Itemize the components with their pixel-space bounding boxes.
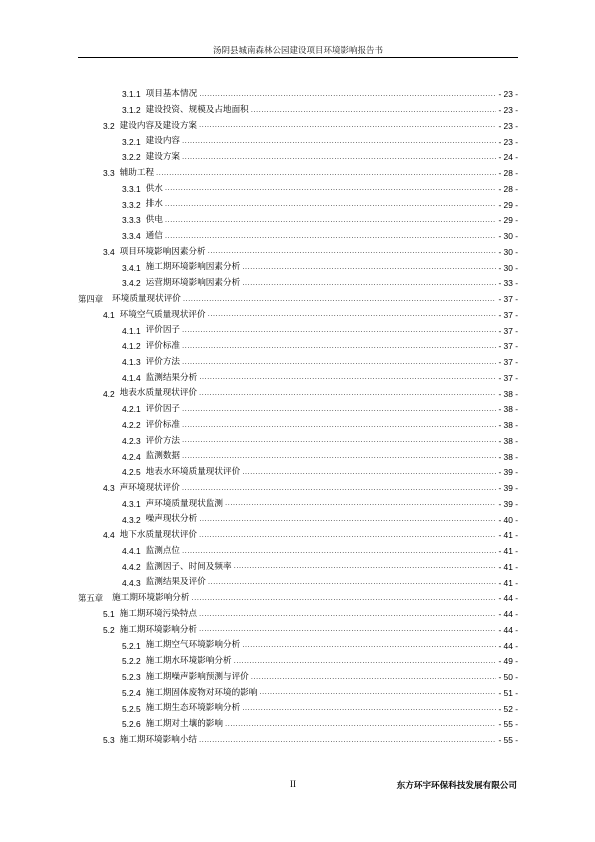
toc-entry-page: - 39 -: [498, 498, 518, 509]
toc-entry[interactable]: [78, 571, 518, 587]
toc-leader-dots: [199, 390, 496, 397]
toc-entry-title: 运营期环境影响因素分析: [145, 278, 241, 289]
header-rule: [78, 57, 518, 58]
toc-leader-dots: [199, 532, 496, 539]
toc-entry-number: 4.1.3: [122, 357, 141, 368]
toc-entry[interactable]: [78, 209, 518, 225]
toc-entry-page: - 39 -: [498, 483, 518, 494]
toc-entry-page: - 38 -: [498, 451, 518, 462]
toc-entry[interactable]: [78, 241, 518, 257]
toc-entry[interactable]: [78, 634, 518, 650]
toc-leader-dots: [199, 626, 496, 633]
toc-entry-number: 3.4: [103, 246, 115, 257]
toc-entry-page: - 23 -: [498, 120, 518, 131]
toc-entry-page: - 37 -: [498, 341, 518, 352]
toc-entry-number: 3.3.2: [122, 199, 141, 210]
toc-entry-number: 4.4.1: [122, 546, 141, 557]
toc-entry-title: 监测结果分析: [145, 372, 198, 383]
toc-entry-title: 地表水环境质量现状评价: [145, 467, 241, 478]
toc-entry-title: 施工期生态环境影响分析: [145, 703, 241, 714]
toc-entry-number: 4.2.5: [122, 467, 141, 478]
toc-entry-page: - 38 -: [498, 435, 518, 446]
toc-leader-dots: [208, 311, 497, 318]
toc-entry[interactable]: [78, 729, 518, 745]
toc-entry-number: 3.2.1: [122, 136, 141, 147]
toc-entry-title: 施工期环境污染特点: [119, 608, 198, 619]
toc-entry-page: - 37 -: [498, 294, 518, 305]
toc-entry-title: 供电: [145, 215, 163, 226]
toc-entry-title: 地下水质量现状评价: [119, 530, 198, 541]
footer-company: 东方环宇环保科技发展有限公司: [396, 781, 517, 791]
toc-entry-title: 施工期环境影响因素分析: [145, 262, 241, 273]
toc-entry-page: - 37 -: [498, 325, 518, 336]
toc-entry[interactable]: [78, 288, 518, 304]
toc-entry-number: 4.3.1: [122, 498, 141, 509]
toc-leader-dots: [234, 658, 497, 665]
toc-entry-title: 评价因子: [145, 404, 181, 415]
toc-entry-title: 评价方法: [145, 356, 181, 367]
toc-entry[interactable]: [78, 414, 518, 430]
toc-leader-dots: [182, 453, 496, 460]
toc-entry[interactable]: [78, 493, 518, 509]
toc-entry-number: 5.2.5: [122, 703, 141, 714]
toc-leader-dots: [182, 548, 496, 555]
toc-entry-number: 4.4.3: [122, 577, 141, 588]
toc-entry[interactable]: [78, 619, 518, 635]
toc-entry-number: 3.4.1: [122, 262, 141, 273]
toc-entry-number: 4.3: [103, 483, 115, 494]
toc-leader-dots: [242, 469, 496, 476]
toc-entry[interactable]: [78, 697, 518, 713]
toc-entry[interactable]: [78, 666, 518, 682]
toc-entry-number: 5.2.1: [122, 640, 141, 651]
toc-entry-page: - 23 -: [498, 105, 518, 116]
toc-entry[interactable]: [78, 304, 518, 320]
toc-entry-title: 监测结果及评价: [145, 577, 206, 588]
toc-leader-dots: [182, 343, 496, 350]
toc-entry-page: - 44 -: [498, 640, 518, 651]
toc-entry-page: - 37 -: [498, 357, 518, 368]
toc-entry-number: 3.4.2: [122, 278, 141, 289]
toc-leader-dots: [182, 359, 496, 366]
toc-entry-number: 4.3.2: [122, 514, 141, 525]
toc-entry-number: 4.2.1: [122, 404, 141, 415]
toc-entry-number: 5.1: [103, 609, 115, 620]
toc-entry-page: - 23 -: [498, 89, 518, 100]
toc-entry-title: 评价标准: [145, 419, 181, 430]
toc-leader-dots: [259, 689, 496, 696]
toc-entry-title: 通信: [145, 230, 163, 241]
toc-entry[interactable]: [78, 398, 518, 414]
toc-entry-number: 3.1.1: [122, 89, 141, 100]
toc-entry[interactable]: [78, 351, 518, 367]
toc-entry-number: 4.1: [103, 309, 115, 320]
toc-entry-page: - 29 -: [498, 199, 518, 210]
toc-entry-number: 3.3.1: [122, 183, 141, 194]
toc-leader-dots: [199, 374, 496, 381]
toc-entry-number: 4.4.2: [122, 561, 141, 572]
toc-entry[interactable]: [78, 603, 518, 619]
toc-entry-page: - 24 -: [498, 152, 518, 163]
toc-entry-page: - 33 -: [498, 278, 518, 289]
toc-entry-number: 3.2.2: [122, 152, 141, 163]
toc-entry[interactable]: [78, 130, 518, 146]
toc-entry-title: 施工期噪声影响预测与评价: [145, 671, 249, 682]
toc-entry[interactable]: [78, 508, 518, 524]
toc-leader-dots: [199, 516, 496, 523]
toc-leader-dots: [225, 721, 496, 728]
toc-leader-dots: [242, 280, 496, 287]
toc-leader-dots: [225, 500, 496, 507]
toc-entry[interactable]: [78, 587, 518, 603]
toc-entry-number: 4.1.1: [122, 325, 141, 336]
toc-entry-title: 施工期水环境影响分析: [145, 656, 232, 667]
toc-entry[interactable]: [78, 99, 518, 115]
toc-leader-dots: [165, 233, 497, 240]
toc-leader-dots: [156, 170, 496, 177]
toc-entry[interactable]: [78, 540, 518, 556]
toc-entry-page: - 30 -: [498, 231, 518, 242]
toc-entry-page: - 37 -: [498, 372, 518, 383]
toc-entry[interactable]: [78, 477, 518, 493]
toc-entry-title: 施工期环境影响小结: [119, 734, 198, 745]
toc-entry-title: 环境空气质量现状评价: [119, 309, 206, 320]
toc-leader-dots: [251, 107, 497, 114]
toc-leader-dots: [242, 705, 496, 712]
toc-entry-page: - 49 -: [498, 656, 518, 667]
toc-entry-number: 5.2.6: [122, 719, 141, 730]
toc-leader-dots: [234, 563, 497, 570]
toc-leader-dots: [199, 611, 496, 618]
toc-leader-dots: [165, 201, 497, 208]
footer-page-number: II: [290, 779, 296, 789]
toc-entry-number: 3.3: [103, 168, 115, 179]
toc-entry-page: - 30 -: [498, 246, 518, 257]
toc-entry[interactable]: [78, 367, 518, 383]
toc-leader-dots: [183, 296, 497, 303]
toc-leader-dots: [191, 595, 496, 602]
toc-entry[interactable]: [78, 445, 518, 461]
toc-entry-number: 5.3: [103, 735, 115, 746]
toc-entry-number: 3.3.3: [122, 215, 141, 226]
toc-entry[interactable]: [78, 256, 518, 272]
toc-entry-number: 4.1.2: [122, 341, 141, 352]
toc-entry-page: - 38 -: [498, 388, 518, 399]
toc-leader-dots: [199, 737, 496, 744]
toc-entry-title: 建设内容及建设方案: [119, 120, 198, 131]
toc-leader-dots: [242, 264, 496, 271]
toc-leader-dots: [182, 327, 496, 334]
toc-entry-title: 监测点位: [145, 545, 181, 556]
toc-entry-page: - 44 -: [498, 609, 518, 620]
toc-entry-title: 建设内容: [145, 136, 181, 147]
toc-entry-number: 5.2.3: [122, 672, 141, 683]
toc-entry-number: 3.3.4: [122, 231, 141, 242]
toc-entry-title: 建设投资、规模及占地面积: [145, 104, 249, 115]
toc-entry-title: 施工期环境影响分析: [119, 624, 198, 635]
toc-entry-page: - 29 -: [498, 215, 518, 226]
toc-entry-title: 监测数据: [145, 451, 181, 462]
toc-entry[interactable]: [78, 225, 518, 241]
toc-entry-page: - 44 -: [498, 624, 518, 635]
toc-entry[interactable]: [78, 162, 518, 178]
toc-entry-page: - 28 -: [498, 183, 518, 194]
toc-entry-title: 评价标准: [145, 341, 181, 352]
toc-entry[interactable]: [78, 430, 518, 446]
toc-leader-dots: [182, 138, 496, 145]
toc-entry-title: 项目环境影响因素分析: [119, 246, 206, 257]
toc-entry-title: 建设方案: [145, 152, 181, 163]
toc-leader-dots: [199, 91, 496, 98]
toc-entry-page: - 30 -: [498, 262, 518, 273]
toc-entry-page: - 23 -: [498, 136, 518, 147]
toc-entry-page: - 39 -: [498, 467, 518, 478]
toc-leader-dots: [199, 122, 496, 129]
toc-entry-page: - 28 -: [498, 168, 518, 179]
toc-entry[interactable]: [78, 335, 518, 351]
toc-leader-dots: [182, 406, 496, 413]
toc-leader-dots: [165, 217, 497, 224]
toc-entry[interactable]: [78, 382, 518, 398]
toc-leader-dots: [251, 674, 497, 681]
toc-entry[interactable]: [78, 461, 518, 477]
toc-entry-title: 评价因子: [145, 325, 181, 336]
toc-leader-dots: [182, 154, 496, 161]
toc-entry[interactable]: [78, 178, 518, 194]
toc-leader-dots: [182, 422, 496, 429]
toc-entry-title: 环境质量现状评价: [112, 293, 181, 304]
toc-leader-dots: [182, 437, 496, 444]
toc-entry-page: - 37 -: [498, 309, 518, 320]
toc-entry-title: 声环境质量现状监测: [145, 498, 223, 509]
toc-entry-page: - 41 -: [498, 561, 518, 572]
table-of-contents: [78, 83, 518, 745]
running-header: 汤阴县城南森林公园建设项目环境影响报告书: [212, 46, 383, 56]
toc-entry-number: 第四章: [78, 294, 104, 305]
toc-entry-title: 声环境现状评价: [119, 482, 180, 493]
toc-entry-number: 3.1.2: [122, 105, 141, 116]
toc-entry[interactable]: [78, 193, 518, 209]
toc-entry-title: 噪声现状分析: [145, 514, 198, 525]
toc-entry[interactable]: [78, 524, 518, 540]
toc-entry[interactable]: [78, 556, 518, 572]
toc-leader-dots: [182, 485, 497, 492]
toc-entry-number: 5.2.2: [122, 656, 141, 667]
toc-entry-number: 4.4: [103, 530, 115, 541]
toc-entry-number: 第五章: [78, 593, 104, 604]
toc-entry-number: 4.2.2: [122, 420, 141, 431]
toc-entry-number: 4.2.3: [122, 435, 141, 446]
toc-entry[interactable]: [78, 650, 518, 666]
toc-entry-number: 4.1.4: [122, 372, 141, 383]
toc-entry-title: 地表水质量现状评价: [119, 388, 198, 399]
toc-entry-title: 项目基本情况: [145, 89, 198, 100]
toc-entry-page: - 38 -: [498, 420, 518, 431]
toc-entry-page: - 38 -: [498, 404, 518, 415]
toc-entry-page: - 55 -: [498, 735, 518, 746]
toc-entry-number: 4.2: [103, 388, 115, 399]
toc-entry-number: 5.2.4: [122, 687, 141, 698]
toc-entry-title: 监测因子、时间及频率: [145, 561, 232, 572]
toc-entry-title: 施工期环境影响分析: [112, 593, 190, 604]
toc-entry-title: 辅助工程: [119, 167, 155, 178]
toc-entry-number: 3.2: [103, 120, 115, 131]
toc-entry[interactable]: [78, 146, 518, 162]
toc-entry[interactable]: [78, 272, 518, 288]
toc-entry-page: - 41 -: [498, 577, 518, 588]
toc-entry-title: 供水: [145, 183, 163, 194]
toc-entry-page: - 50 -: [498, 672, 518, 683]
toc-leader-dots: [242, 642, 496, 649]
toc-entry-page: - 41 -: [498, 546, 518, 557]
toc-entry-page: - 44 -: [498, 593, 518, 604]
toc-leader-dots: [208, 248, 497, 255]
toc-leader-dots: [165, 185, 497, 192]
toc-entry-page: - 51 -: [498, 687, 518, 698]
toc-entry-page: - 52 -: [498, 703, 518, 714]
toc-entry[interactable]: [78, 115, 518, 131]
toc-entry[interactable]: [78, 319, 518, 335]
toc-entry[interactable]: [78, 83, 518, 99]
toc-entry-title: 施工期对土壤的影响: [145, 719, 223, 730]
toc-entry-title: 施工期空气环境影响分析: [145, 640, 241, 651]
toc-entry-number: 5.2: [103, 624, 115, 635]
toc-entry-page: - 41 -: [498, 530, 518, 541]
toc-entry-number: 4.2.4: [122, 451, 141, 462]
toc-entry[interactable]: [78, 713, 518, 729]
toc-entry-title: 施工期固体废物对环境的影响: [145, 687, 258, 698]
toc-leader-dots: [208, 579, 497, 586]
toc-entry-title: 评价方法: [145, 435, 181, 446]
toc-entry-title: 排水: [145, 199, 163, 210]
toc-entry-page: - 40 -: [498, 514, 518, 525]
toc-entry-page: - 55 -: [498, 719, 518, 730]
toc-entry[interactable]: [78, 682, 518, 698]
